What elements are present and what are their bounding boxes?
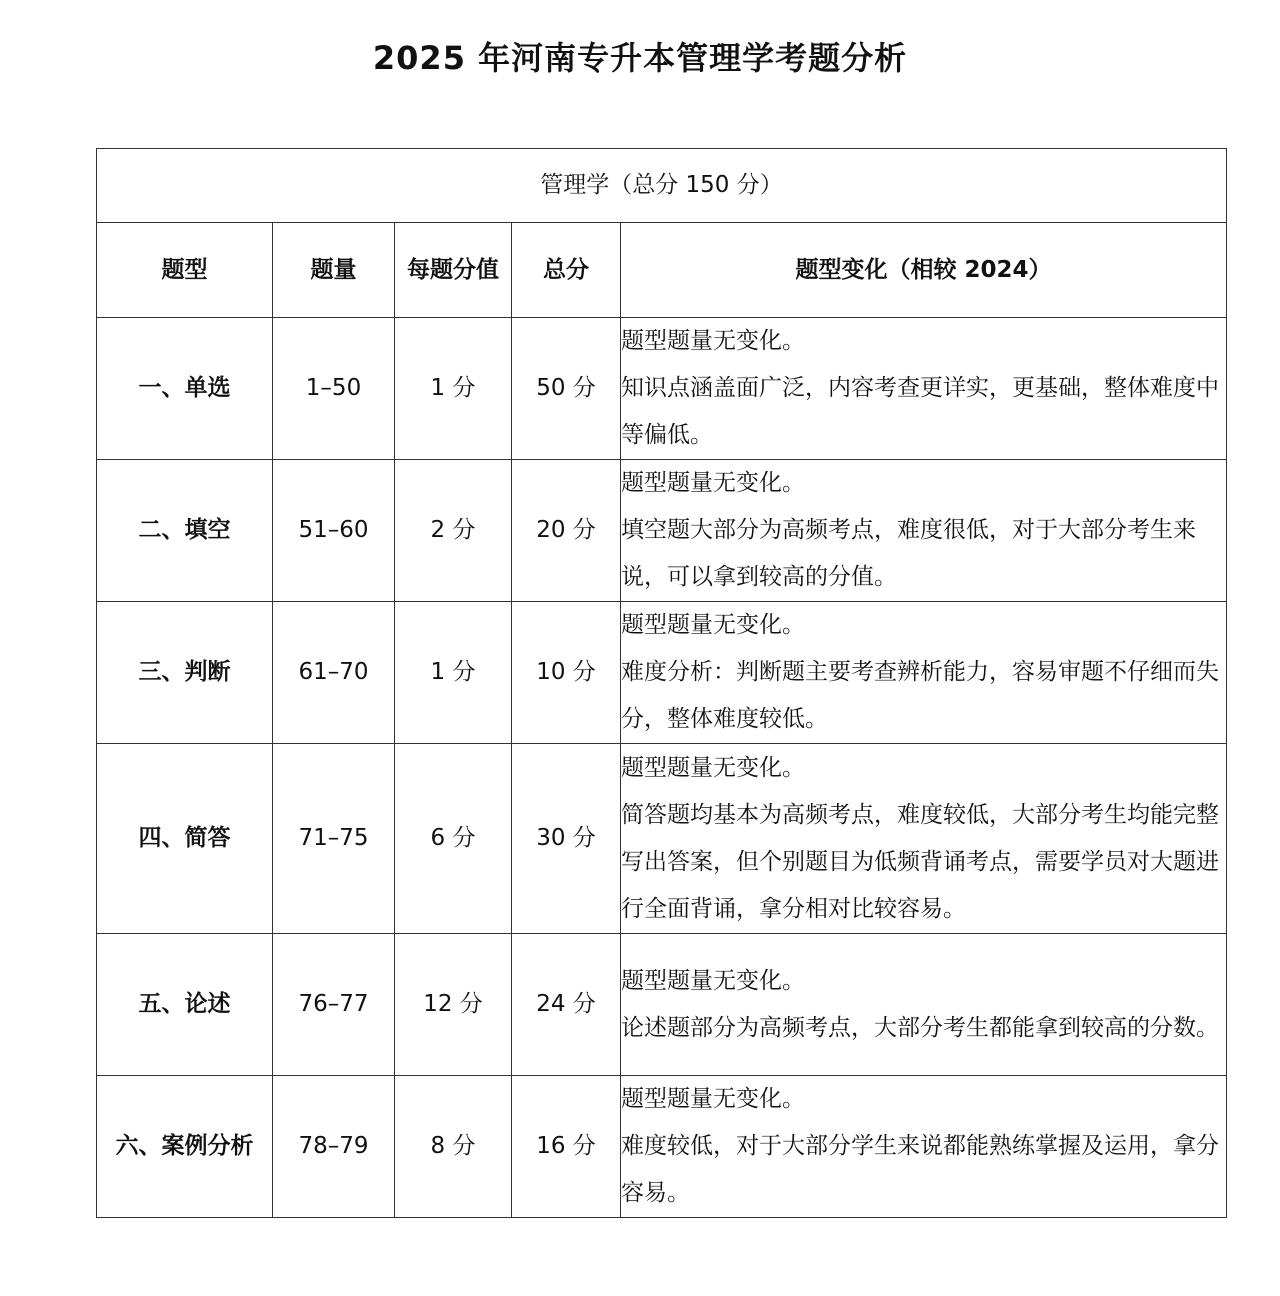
row-count: 76–77 (273, 934, 395, 1076)
table-row (97, 460, 1227, 602)
header-change: 题型变化（相较 2024） (621, 223, 1227, 318)
change-summary: 题型题量无变化。 (621, 612, 805, 638)
row-type: 三、判断 (97, 602, 273, 744)
change-detail: 简答题均基本为高频考点，难度较低，大部分考生均能完整写出答案，但个别题目为低频背诵考点，需要学员对大题进行全面背诵，拿分相对比较容易。 (621, 801, 1219, 922)
row-per-score: 6 分 (395, 744, 512, 934)
row-total: 50 分 (512, 318, 621, 460)
change-detail: 填空题大部分为高频考点，难度很低，对于大部分考生来说，可以拿到较高的分值。 (621, 517, 1196, 590)
header-count: 题量 (273, 223, 395, 318)
row-change (621, 460, 1227, 602)
change-summary: 题型题量无变化。 (621, 1086, 805, 1112)
header-per-score: 每题分值 (395, 223, 512, 318)
row-total: 30 分 (512, 744, 621, 934)
row-change (621, 318, 1227, 460)
row-change (621, 934, 1227, 1076)
row-change (621, 1076, 1227, 1218)
row-change (621, 602, 1227, 744)
row-per-score: 1 分 (395, 602, 512, 744)
table-row (97, 744, 1227, 934)
row-type: 四、简答 (97, 744, 273, 934)
row-per-score: 8 分 (395, 1076, 512, 1218)
page-title: 2025 年河南专升本管理学考题分析 (372, 39, 908, 77)
table-caption: 管理学（总分 150 分） (97, 149, 1227, 223)
row-type: 一、单选 (97, 318, 273, 460)
row-total: 10 分 (512, 602, 621, 744)
table-row (97, 318, 1227, 460)
change-detail: 知识点涵盖面广泛，内容考查更详实，更基础，整体难度中等偏低。 (621, 375, 1219, 448)
change-summary: 题型题量无变化。 (621, 967, 805, 994)
change-detail: 难度较低，对于大部分学生来说都能熟练掌握及运用，拿分容易。 (621, 1133, 1219, 1206)
row-change (621, 744, 1227, 934)
header-type: 题型 (97, 223, 273, 318)
change-detail: 论述题部分为高频考点，大部分考生都能拿到较高的分数。 (621, 1014, 1219, 1041)
header-total: 总分 (512, 223, 621, 318)
row-count: 78–79 (273, 1076, 395, 1218)
table-row (97, 602, 1227, 744)
row-total: 24 分 (512, 934, 621, 1076)
row-count: 61–70 (273, 602, 395, 744)
row-count: 71–75 (273, 744, 395, 934)
row-type: 六、案例分析 (97, 1076, 273, 1218)
row-count: 51–60 (273, 460, 395, 602)
change-summary: 题型题量无变化。 (621, 754, 805, 781)
row-type: 五、论述 (97, 934, 273, 1076)
row-per-score: 12 分 (395, 934, 512, 1076)
table-header-row (97, 223, 1227, 318)
row-total: 20 分 (512, 460, 621, 602)
row-count: 1–50 (273, 318, 395, 460)
table-row (97, 1076, 1227, 1218)
row-per-score: 1 分 (395, 318, 512, 460)
row-type: 二、填空 (97, 460, 273, 602)
exam-analysis-table (96, 148, 1227, 1218)
row-per-score: 2 分 (395, 460, 512, 602)
change-detail: 难度分析：判断题主要考查辨析能力，容易审题不仔细而失分，整体难度较低。 (621, 659, 1219, 732)
change-summary: 题型题量无变化。 (621, 328, 805, 354)
change-summary: 题型题量无变化。 (621, 470, 805, 496)
table-row (97, 934, 1227, 1076)
row-total: 16 分 (512, 1076, 621, 1218)
